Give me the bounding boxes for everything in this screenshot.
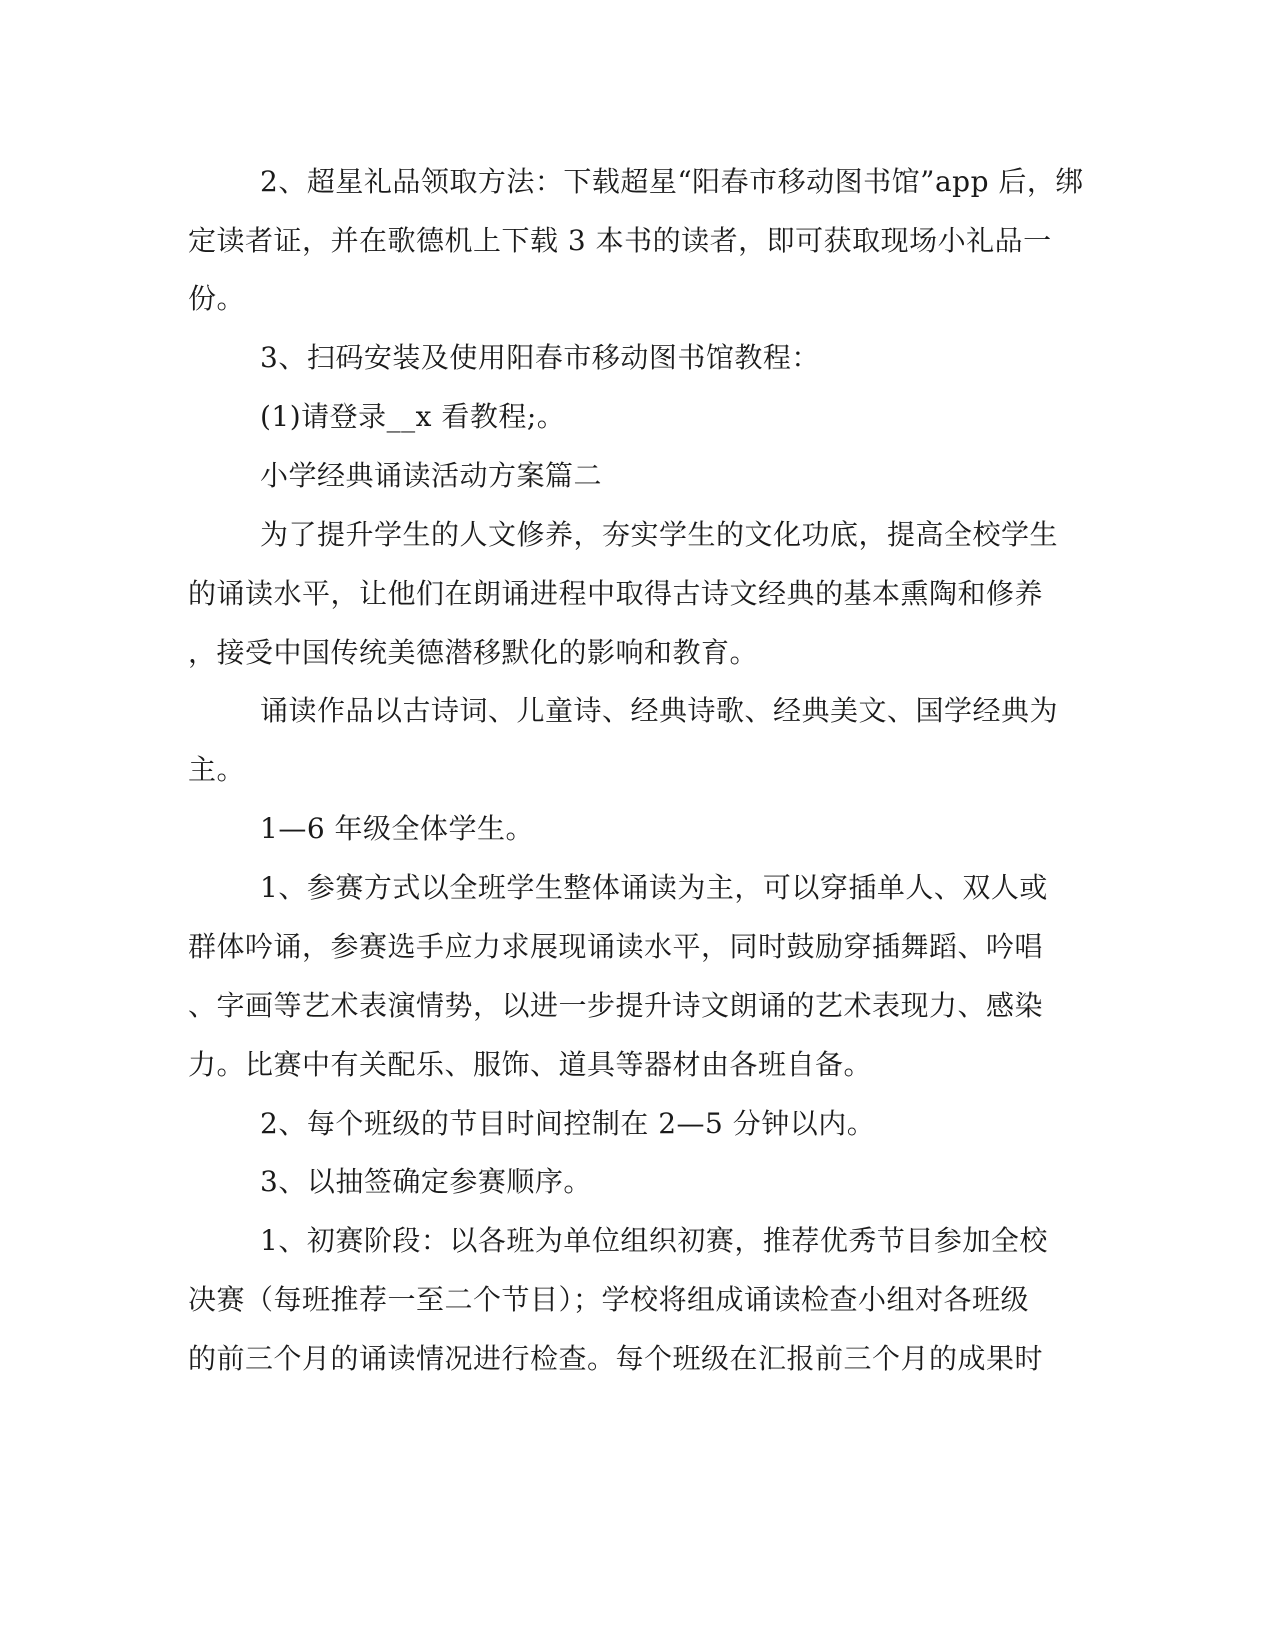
text-line: 决赛（每班推荐一至二个节目）；学校将组成诵读检查小组对各班级 [188,1283,1030,1316]
text-line: 为了提升学生的人文修养，夯实学生的文化功底，提高全校学生 [260,518,1059,551]
text-line: 3、以抽签确定参赛顺序。 [260,1165,592,1198]
text-line: 力。比赛中有关配乐、服饰、道具等器材由各班自备。 [188,1048,873,1081]
text-line: 2、每个班级的节目时间控制在 2—5 分钟以内。 [260,1107,876,1140]
text-line: 、字画等艺术表演情势，以进一步提升诗文朗诵的艺术表现力、感染 [188,989,1044,1022]
text-line: 1、参赛方式以全班学生整体诵读为主，可以穿插单人、双人或 [260,871,1048,904]
text-line: 定读者证，并在歌德机上下载 3 本书的读者，即可获取现场小礼品一 [188,224,1052,257]
text-line: 1、初赛阶段：以各班为单位组织初赛，推荐优秀节目参加全校 [260,1224,1048,1257]
text-line: 的前三个月的诵读情况进行检查。每个班级在汇报前三个月的成果时 [188,1342,1044,1375]
text-line: 的诵读水平，让他们在朗诵进程中取得古诗文经典的基本熏陶和修养 [188,577,1044,610]
text-line: ，接受中国传统美德潜移默化的影响和教育。 [188,636,759,669]
text-line: 主。 [188,753,246,786]
text-line: 群体吟诵，参赛选手应力求展现诵读水平，同时鼓励穿插舞蹈、吟唱 [188,930,1044,963]
text-line: 份。 [188,282,246,315]
text-line: 诵读作品以古诗词、儿童诗、经典诗歌、经典美文、国学经典为 [260,694,1059,727]
section-heading: 小学经典诵读活动方案篇二 [260,459,603,492]
text-line: 3、扫码安装及使用阳春市移动图书馆教程： [260,341,820,374]
text-line: (1)请登录__x 看教程;。 [260,400,566,433]
text-line: 2、超星礼品领取方法：下载超星“阳春市移动图书馆”app 后，绑 [260,165,1084,198]
text-line: 1—6 年级全体学生。 [260,812,535,845]
